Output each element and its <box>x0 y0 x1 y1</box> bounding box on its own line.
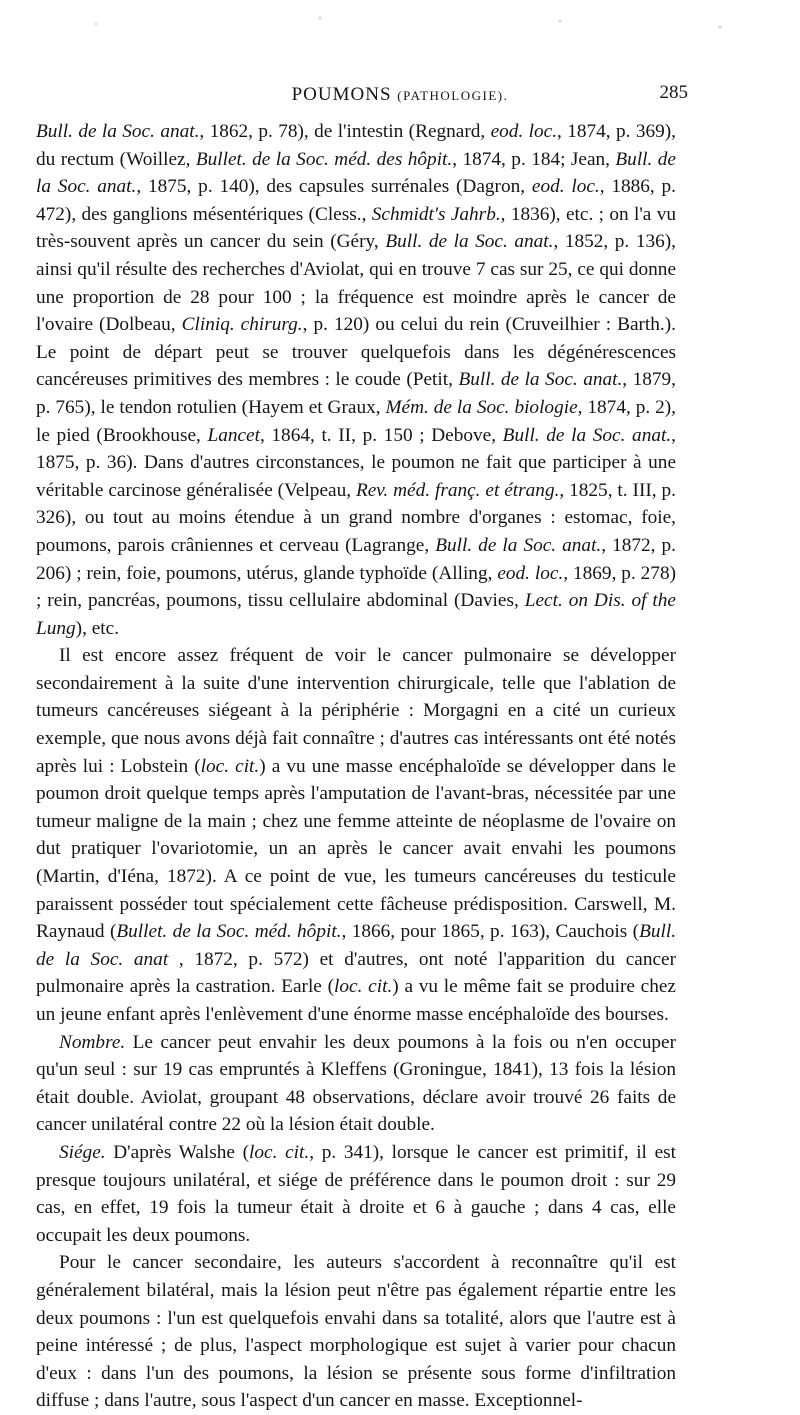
page-header <box>0 80 800 114</box>
paragraph-5 <box>36 1249 676 1415</box>
text-run: , 1869, p. 278) ; rein, pancréas, poumons, tissu cellulaire abdominal (Davies, <box>36 562 677 612</box>
paragraph-1 <box>36 118 676 642</box>
italic-citation: Lect. on Dis. of the Lung <box>36 590 676 639</box>
italic-citation: Schmidt's Jahrb. <box>371 203 501 225</box>
text-run: ) a vu une masse encéphaloïde se développer dans le poumon droit quelque temps après l'amputation de l'avant-bras, nécessitée par une tumeur maligne de la main ; chez une femme atteinte de néoplasme de l'ovaire on dut pratiquer l'ovariotomie, un an après le cancer avait envahi les poumons (Martin, d'Iéna, 1872). A ce point de vue, les tumeurs cancéreuses du testicule paraissent posséder tout spécialement cette fâcheuse prédisposition. Carswell, M. Raynaud ( <box>36 755 676 943</box>
italic-citation: Bull. de la Soc. anat. <box>36 121 200 142</box>
italic-citation: Bull. de la Soc. anat. <box>502 424 672 446</box>
text-run: , 1825, t. III, p. 326), ou tout au moins étendue à un grand nombre d'organes : estomac, foie, poumons, parois crâniennes et cerveau (Lagrange, <box>36 479 676 556</box>
italic-citation: eod. loc. <box>497 562 564 584</box>
body-text <box>36 118 676 1415</box>
italic-citation: loc. cit. <box>200 755 260 777</box>
text-run: , 1875, p. 36). Dans d'autres circonstances, le poumon ne fait que participer à une véritable carcinose généralisée (Velpeau, <box>36 424 676 501</box>
text-run: , 1874, p. 184; Jean, <box>452 148 616 170</box>
italic-citation: Bull. de la Soc. anat <box>36 921 677 970</box>
italic-citation: Mém. de la Soc. biologie <box>385 396 578 418</box>
text-run: , p. 341), lorsque le cancer est primitif, il est presque toujours unilatéral, et siége de préférence dans le poumon droit : sur 29 cas, en effet, 19 fois la tumeur était à droite et 6 à gauche ; dans 4 cas, elle occupait les deux poumons. <box>36 1141 677 1246</box>
page-number: 285 <box>659 82 688 103</box>
text-run: , 1864, t. II, p. 150 ; Debove, <box>259 424 503 446</box>
text-run: , 1872, p. 206) ; rein, foie, poumons, utérus, glande typhoïde (Alling, <box>36 534 676 584</box>
text-run: D'après Walshe ( <box>105 1141 250 1163</box>
italic-citation: Bull. de la Soc. anat. <box>385 231 554 253</box>
paragraph-4 <box>36 1139 676 1249</box>
text-run: , 1862, p. 78), de l'intestin (Regnard, <box>199 121 491 142</box>
text-run: , 1875, p. 140), des capsules surrénales (Dagron, <box>136 176 532 198</box>
text-run: ), etc. <box>75 617 120 639</box>
running-title-subtitle: (PATHOLOGIE). <box>397 88 509 103</box>
italic-citation: Siége. <box>59 1141 106 1163</box>
text-run: , p. 120) ou celui du rein (Cruveilhier : Barth.). Le point de départ peut se trouver quelquefois dans les dégénérescences cancéreuses primitives des membres : le coude (Petit, <box>36 314 676 391</box>
text-run: , 1836), etc. ; on l'a vu très-souvent après un cancer du sein (Géry, <box>36 203 676 253</box>
italic-citation: Cliniq. chirurg. <box>181 314 303 336</box>
italic-citation: Bull. de la Soc. anat. <box>36 148 676 198</box>
text-run: Le cancer peut envahir les deux poumons à la fois ou n'en occuper qu'un seul : sur 19 cas empruntés à Kleffens (Groningue, 1841), 13 fois la lésion était double. Aviolat, groupant 48 observations, déclare avoir trouvé 26 faits de cancer unilatéral contre 22 où la lésion était double. <box>36 1031 676 1136</box>
text-run: Pour le cancer secondaire, les auteurs s'accordent à reconnaître qu'il est généralement bilatéral, mais la lésion peut n'être pas également répartie entre les deux poumons : l'un est quelquefois envahi dans sa totalité, alors que l'autre est à peine intéressé ; de plus, l'aspect morphologique est sujet à varier pour chacun d'eux : dans l'un des poumons, la lésion se présente sous forme d'infiltration diffuse ; dans l'autre, sous l'aspect d'un cancer en masse. Exceptionnel- <box>36 1252 676 1412</box>
italic-citation: Bullet. de la Soc. méd. des hôpit. <box>195 148 453 170</box>
running-title-main: POUMONS <box>291 84 392 105</box>
italic-citation: Bull. de la Soc. anat. <box>458 369 623 391</box>
paragraph-2 <box>36 642 676 1028</box>
text-run: , 1852, p. 136), ainsi qu'il résulte des recherches d'Aviolat, qui en trouve 7 cas sur 25, ce qui donne une proportion de 28 pour 100 ; la fréquence est moindre après le cancer de l'ovaire (Dolbeau, <box>36 231 676 336</box>
text-run: , 1874, p. 369), du rectum (Woillez, <box>36 121 676 170</box>
italic-citation: eod. loc. <box>531 176 600 198</box>
italic-citation: loc. cit. <box>249 1141 310 1163</box>
scan-noise <box>0 0 800 60</box>
italic-citation: Rev. méd. franç. et étrang. <box>355 479 560 501</box>
italic-citation: eod. loc. <box>490 121 558 142</box>
text-run: , 1874, p. 2), le pied (Brookhouse, <box>36 396 676 446</box>
text-run: Il est encore assez fréquent de voir le cancer pulmonaire se développer secondairement à la suite d'une intervention chirurgicale, telle que l'ablation de tumeurs cancéreuses siégeant à la périphérie : Morgagni en a cité un curieux exemple, que nous avons déjà fait connaître ; d'autres cas intéressants ont été notés après lui : Lobstein ( <box>36 645 676 777</box>
text-run: ) a vu le même fait se produire chez un jeune enfant après l'enlèvement d'une énorme masse encéphaloïde des bourses. <box>36 976 676 1025</box>
text-run: , 1872, p. 572) et d'autres, ont noté l'apparition du cancer pulmonaire après la castration. Earle ( <box>36 948 676 998</box>
italic-citation: Nombre. <box>59 1031 126 1053</box>
text-run: , 1886, p. 472), des ganglions mésentériques (Cless., <box>36 176 677 225</box>
text-run: , 1879, p. 765), le tendon rotulien (Hayem et Graux, <box>36 369 676 418</box>
italic-citation: Lancet <box>207 424 260 446</box>
text-run: , 1866, pour 1865, p. 163), Cauchois ( <box>341 921 640 943</box>
paragraph-3 <box>36 1029 676 1139</box>
italic-citation: Bullet. de la Soc. méd. hôpit. <box>116 921 342 943</box>
italic-citation: loc. cit. <box>334 976 393 998</box>
italic-citation: Bull. de la Soc. anat. <box>435 534 602 556</box>
